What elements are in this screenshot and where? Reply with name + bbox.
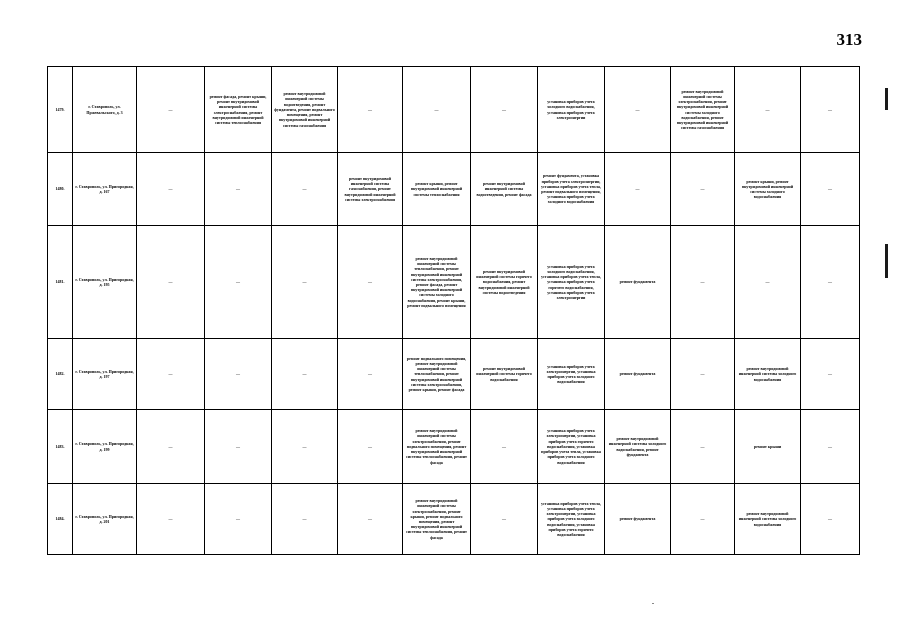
empty-dash-cell: — [403, 67, 471, 153]
address-cell: г. Ставрополь, ул. Пржевальского, д. 3 [73, 67, 137, 153]
empty-dash-cell: — [671, 484, 735, 555]
empty-dash-cell: — [338, 410, 403, 484]
empty-dash-cell: — [605, 153, 671, 226]
empty-dash-cell: — [205, 226, 272, 339]
empty-dash-cell: — [801, 410, 860, 484]
empty-dash-cell: — [338, 339, 403, 410]
work-list-cell: ремонт подвального помещения, ремонт внутридомовой инженерной системы теплоснабжения, ремонт внутридомовой инженерной системы электроснабжения, ремонт крыши, ремонт фасада [403, 339, 471, 410]
empty-dash-cell: — [272, 339, 338, 410]
work-list-cell: ремонт внутридомовой инженерной системы холодного водоснабжения [735, 339, 801, 410]
row-number: 1481. [48, 226, 73, 339]
empty-dash-cell: — [801, 339, 860, 410]
work-list-cell: установка приборов учета холодного водоснабжения, установка приборов учета тепла, установка приборов учета горячего водоснабжения, установка приборов учета электроэнергии [538, 226, 605, 339]
empty-dash-cell: — [801, 153, 860, 226]
empty-dash-cell: — [735, 226, 801, 339]
work-list-cell: ремонт крыши, ремонт внутридомовой инженерной системы холодного водоснабжения [735, 153, 801, 226]
scan-mark [885, 88, 888, 110]
work-list-cell: установка приборов учета электроэнергии, установка приборов учета холодного водоснабжения [538, 339, 605, 410]
empty-dash-cell: — [272, 153, 338, 226]
empty-dash-cell: — [471, 410, 538, 484]
work-list-cell: ремонт крыши [735, 410, 801, 484]
work-list-cell: ремонт внутридомовой инженерной системы холодного водоснабжения [735, 484, 801, 555]
empty-dash-cell: — [671, 410, 735, 484]
table-row [48, 484, 860, 555]
address-cell: г. Ставрополь, ул. Пригородная, д. 199 [73, 410, 137, 484]
work-list-cell: установка приборов учета электроэнергии, установка приборов учета горячего водоснабжения, установка приборов учета тепла, установка приборов учета холодного водоснабжения [538, 410, 605, 484]
work-list-cell: установка приборов учета холодного водоснабжения, установка приборов учета электроэнергии [538, 67, 605, 153]
work-list-cell: ремонт внутридомовой инженерной системы холодного водоснабжения, ремонт фундамента [605, 410, 671, 484]
row-number: 1480. [48, 153, 73, 226]
empty-dash-cell: — [605, 67, 671, 153]
work-list-cell: ремонт внутридомовой инженерной системы электроснабжения, ремонт крыши, ремонт подвального помещения, ремонт внутридомовой инженерной системы теплоснабжения, ремонт фасада [403, 484, 471, 555]
empty-dash-cell: — [137, 339, 205, 410]
empty-dash-cell: — [137, 410, 205, 484]
work-list-cell: установка приборов учета тепла, установка приборов учета электроэнергии, установка приборов учета холодного водоснабжения, установка приборов учета горячего водоснабжения [538, 484, 605, 555]
row-number: 1482. [48, 339, 73, 410]
work-list-cell: ремонт внутридомовой инженерной системы электроснабжения, ремонт подвального помещения, ремонт внутридомовой инженерной системы теплоснабжения, ремонт фасада [403, 410, 471, 484]
empty-dash-cell: — [338, 67, 403, 153]
empty-dash-cell: — [671, 226, 735, 339]
work-list-cell: ремонт внутридомовой инженерной системы горячего водоснабжения [471, 339, 538, 410]
empty-dash-cell: — [272, 410, 338, 484]
scan-mark [885, 244, 888, 278]
empty-dash-cell: — [671, 339, 735, 410]
empty-dash-cell: — [801, 484, 860, 555]
empty-dash-cell: — [137, 484, 205, 555]
empty-dash-cell: — [471, 67, 538, 153]
empty-dash-cell: — [272, 226, 338, 339]
address-cell: г. Ставрополь, ул. Пригородная, д. 167 [73, 153, 137, 226]
empty-dash-cell: — [205, 153, 272, 226]
work-list-cell: ремонт крыши, ремонт внутридомовой инженерной системы теплоснабжения [403, 153, 471, 226]
empty-dash-cell: — [471, 484, 538, 555]
address-cell: г. Ставрополь, ул. Пригородная, д. 197 [73, 339, 137, 410]
work-list-cell: ремонт внутридомовой инженерной системы горячего водоснабжения, ремонт внутридомовой инженерной системы водоотведения [471, 226, 538, 339]
empty-dash-cell: — [671, 153, 735, 226]
table-row [48, 153, 860, 226]
table-row [48, 226, 860, 339]
page-number: 313 [836, 30, 862, 49]
empty-dash-cell: — [137, 67, 205, 153]
row-number: 1483. [48, 410, 73, 484]
work-list-cell: ремонт фундамента, установка приборов учета электроэнергии, установка приборов учета тепла, ремонт подвального помещения, установка приборов учета холодного водоснабжения [538, 153, 605, 226]
empty-dash-cell: — [272, 484, 338, 555]
address-cell: г. Ставрополь, ул. Пригородная, д. 201 [73, 484, 137, 555]
row-number: 1484. [48, 484, 73, 555]
row-number: 1479. [48, 67, 73, 153]
work-list-cell: ремонт внутридомовой инженерной системы водоотведения, ремонт фундамента, ремонт подвального помещения, ремонт внутридомовой инженерной системы газоснабжения [272, 67, 338, 153]
empty-dash-cell: — [338, 484, 403, 555]
table-row [48, 67, 860, 153]
work-list-cell: ремонт внутридомовой инженерной системы газоснабжения, ремонт внутридомовой инженерной системы электроснабжения [338, 153, 403, 226]
work-list-cell: ремонт фасада, ремонт крыши, ремонт внутридомовой инженерной системы электроснабжения, ремонт внутридомовой инженерной системы теплоснабжения [205, 67, 272, 153]
address-cell: г. Ставрополь, ул. Пригородная, д. 195 [73, 226, 137, 339]
work-list-cell: ремонт фундамента [605, 484, 671, 555]
work-list-cell: ремонт фундамента [605, 339, 671, 410]
empty-dash-cell: — [735, 67, 801, 153]
work-list-cell: ремонт внутридомовой инженерной системы электроснабжения, ремонт внутридомовой инженерной системы холодного водоснабжения, ремонт внутридомовой инженерной системы газоснабжения [671, 67, 735, 153]
table-row [48, 339, 860, 410]
work-list-cell: ремонт внутридомовой инженерной системы теплоснабжения, ремонт внутридомовой инженерной системы электроснабжения, ремонт фасада, ремонт внутридомовой инженерной системы холодного водоснабжения, ремонт крыши, ремонт подвального помещения [403, 226, 471, 339]
work-list-cell: ремонт фундамента [605, 226, 671, 339]
empty-dash-cell: — [137, 153, 205, 226]
empty-dash-cell: — [205, 484, 272, 555]
empty-dash-cell: — [205, 410, 272, 484]
empty-dash-cell: — [801, 67, 860, 153]
repair-schedule-table [47, 66, 860, 555]
empty-dash-cell: — [137, 226, 205, 339]
empty-dash-cell: — [205, 339, 272, 410]
scan-speck [652, 603, 654, 604]
empty-dash-cell: — [338, 226, 403, 339]
work-list-cell: ремонт внутридомовой инженерной системы водоотведения, ремонт фасада [471, 153, 538, 226]
empty-dash-cell: — [801, 226, 860, 339]
table-row [48, 410, 860, 484]
